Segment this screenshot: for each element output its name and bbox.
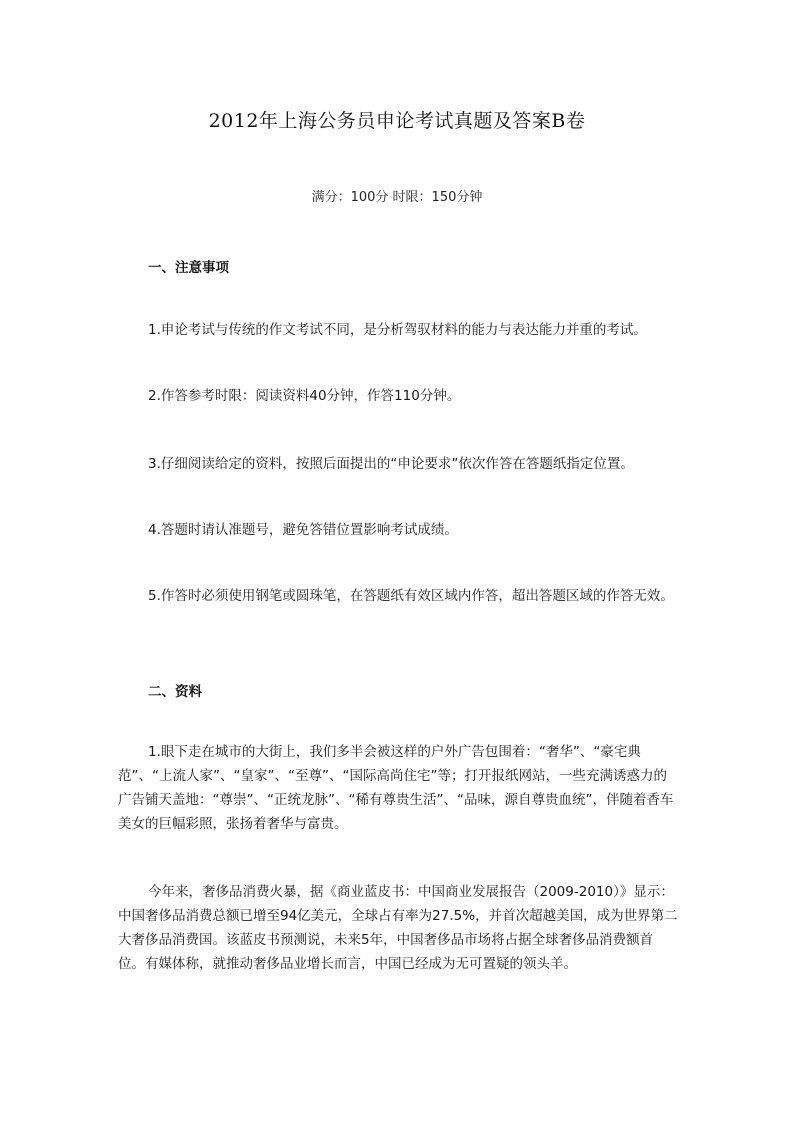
notes-item-3: 3.仔细阅读给定的资料，按照后面提出的“申论要求”依次作答在答题纸指定位置。	[148, 456, 634, 472]
document-title: 2012年上海公务员申论考试真题及答案B卷	[208, 110, 586, 132]
notes-item-4: 4.答题时请认准题号，避免答错位置影响考试成绩。	[148, 522, 458, 538]
notes-item-5: 5.作答时必须使用钢笔或圆珠笔，在答题纸有效区域内作答，超出答题区域的作答无效。	[148, 588, 674, 604]
notes-item-1: 1.申论考试与传统的作文考试不同，是分析驾驭材料的能力与表达能力并重的考试。	[148, 322, 647, 338]
material-paragraph-1: 1.眼下走在城市的大街上，我们多半会被这样的户外广告包围着：“奢华”、“豪宅典范”、“上流人家”、“皇家”、“至尊”、“国际高尚住宅”等；打开报纸网站，一些充满诱惑力的广告铺天盖地：“尊崇”、“正统龙脉”、“稀有尊贵生活”、“品味，源自尊贵血统”，伴随着香车美女的巨幅彩照，张扬着奢华与富贵。	[118, 744, 674, 832]
section-heading-materials: 二、资料	[148, 684, 202, 700]
material-paragraph-2: 今年来，奢侈品消费火暴，据《商业蓝皮书：中国商业发展报告（2009-2010）》显示：中国奢侈品消费总额已增至94亿美元，全球占有率为27.5%，并首次超越美国，成为世界第二大奢侈品消费国。该蓝皮书预测说，未来5年，中国奢侈品市场将占据全球奢侈品消费额首位。有媒体称，就推动奢侈品业增长而言，中国已经成为无可置疑的领头羊。	[118, 884, 678, 972]
section-heading-notes: 一、注意事项	[148, 260, 229, 276]
notes-item-2: 2.作答参考时限：阅读资料40分钟，作答110分钟。	[148, 388, 461, 404]
exam-info: 满分：100分 时限：150分钟	[311, 190, 483, 205]
